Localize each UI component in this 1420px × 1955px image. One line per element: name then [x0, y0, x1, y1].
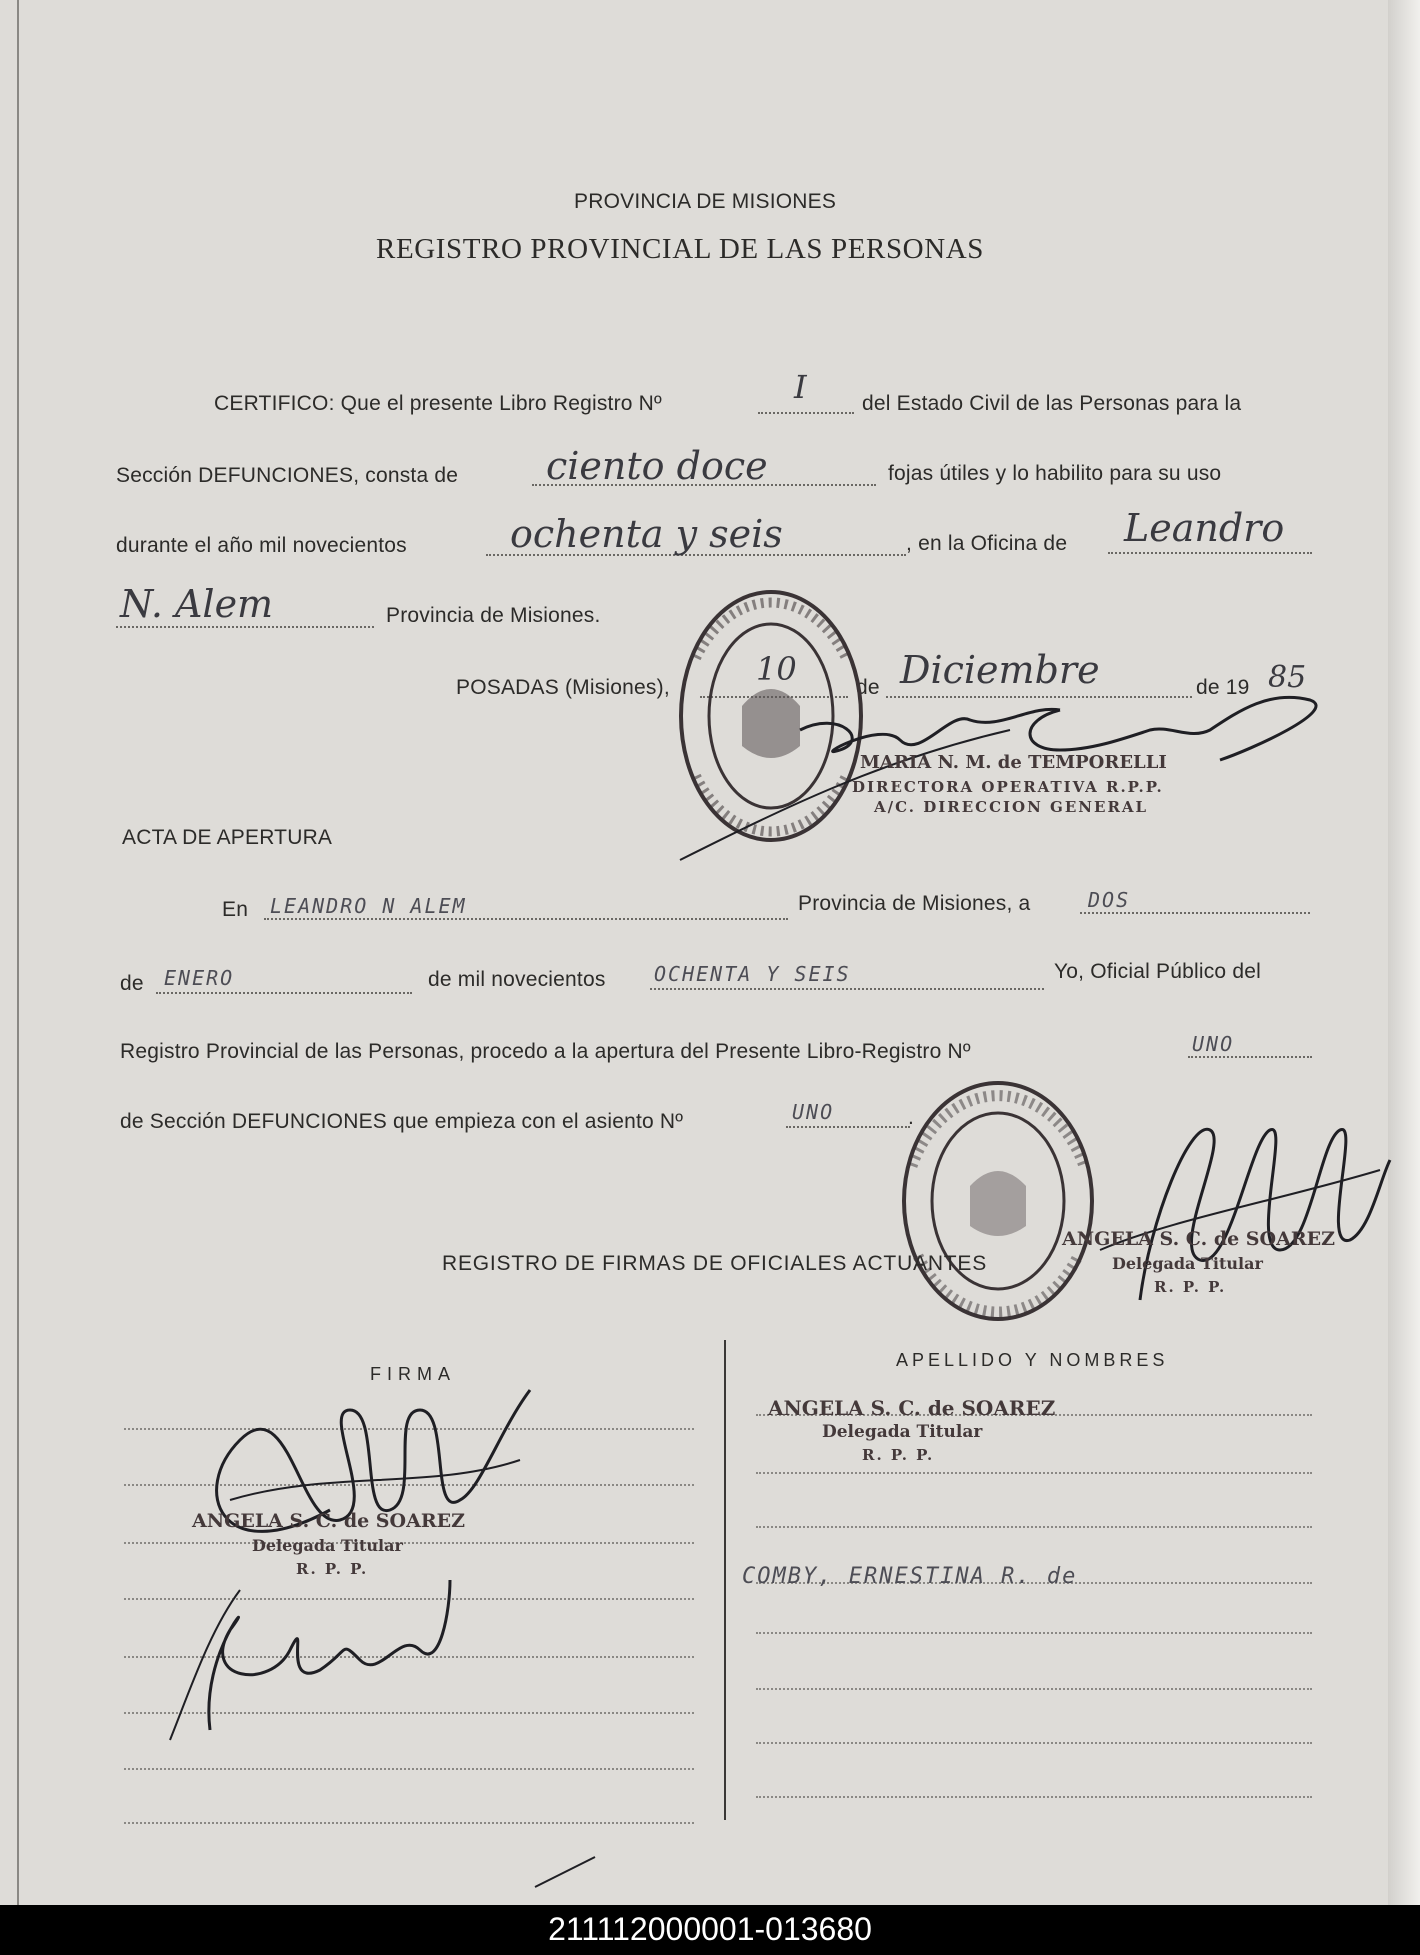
document-id: 211112000001-013680	[548, 1911, 872, 1947]
firma-stamp-title: Delegada Titular	[252, 1536, 403, 1555]
acta-mil: de mil novecientos	[428, 968, 606, 991]
year-suffix-handwritten: 85	[1268, 660, 1307, 695]
binding-edge	[17, 0, 19, 1905]
acta-line4: de Sección DEFUNCIONES que empieza con el asiento Nº	[120, 1110, 684, 1133]
delegate-org-stamp: R. P. P.	[1154, 1278, 1227, 1296]
names-line	[756, 1472, 1312, 1474]
acta-en: En	[222, 898, 249, 921]
book-number-line	[758, 412, 854, 414]
director-dept-stamp: A/C. DIRECCION GENERAL	[874, 798, 1149, 816]
acta-yo: Yo, Oficial Público del	[1054, 960, 1261, 983]
official-seal-delegation	[898, 1076, 1098, 1326]
director-name-stamp: MARIA N. M. de TEMPORELLI	[860, 752, 1167, 773]
acta-line3: Registro Provincial de las Personas, procedo a la apertura del Presente Libro-Registro Nº	[120, 1040, 971, 1063]
col-names-heading: APELLIDO Y NOMBRES	[896, 1350, 1169, 1370]
names-line	[756, 1796, 1312, 1798]
delegate-title-stamp: Delegada Titular	[1112, 1254, 1263, 1273]
acta-month-handwritten: ENERO	[164, 966, 235, 990]
acta-title: ACTA DE APERTURA	[122, 826, 333, 849]
office-line	[1108, 552, 1312, 554]
date-de: de	[856, 676, 880, 699]
year-words-handwritten: ochenta y seis	[510, 512, 783, 556]
firma-stamp-org: R. P. P.	[296, 1560, 369, 1578]
office-continued-line	[116, 626, 374, 628]
firma-signature-2	[150, 1570, 470, 1740]
acta-city-line	[264, 918, 788, 920]
book-number-handwritten: I	[794, 368, 807, 406]
acta-book-handwritten: UNO	[1192, 1032, 1235, 1056]
cert-line2-a: Sección DEFUNCIONES, consta de	[116, 464, 459, 487]
names-entry-2: COMBY, ERNESTINA R. de	[742, 1564, 1078, 1589]
acta-entry-handwritten: UNO	[792, 1100, 835, 1124]
acta-de: de	[120, 972, 144, 995]
office-handwritten-1: Leandro	[1124, 506, 1285, 550]
cert-line1-a: CERTIFICO: Que el presente Libro Registro Nº	[214, 392, 662, 415]
cert-line3-b: , en la Oficina de	[906, 532, 1068, 555]
delegate-name-stamp: ANGELA S. C. de SOAREZ	[1062, 1228, 1335, 1250]
cert-line1-b: del Estado Civil de las Personas para la	[862, 392, 1242, 415]
year-label: de 19	[1196, 676, 1250, 699]
col-firma-heading: FIRMA	[370, 1364, 456, 1384]
acta-day-handwritten: DOS	[1088, 888, 1131, 912]
names-entry-1-name: ANGELA S. C. de SOAREZ	[768, 1396, 1056, 1420]
folios-handwritten: ciento doce	[546, 444, 768, 488]
day-handwritten: 10	[756, 650, 797, 688]
cert-line4-b: Provincia de Misiones.	[386, 604, 601, 627]
names-entry-1-org: R. P. P.	[862, 1446, 935, 1464]
month-handwritten: Diciembre	[900, 648, 1100, 692]
names-line	[756, 1742, 1312, 1744]
director-title-stamp: DIRECTORA OPERATIVA R.P.P.	[852, 778, 1164, 796]
names-line	[756, 1632, 1312, 1634]
names-entry-1-title: Delegada Titular	[822, 1422, 983, 1442]
firma-stamp-name: ANGELA S. C. de SOAREZ	[192, 1510, 465, 1532]
names-line	[756, 1526, 1312, 1528]
acta-day-line	[1080, 912, 1310, 914]
acta-period: .	[908, 1106, 915, 1129]
document-id-bar	[0, 1905, 1420, 1955]
acta-year-line	[650, 988, 1044, 990]
acta-entry-line	[786, 1126, 910, 1128]
table-divider	[724, 1340, 726, 1820]
cert-line3-a: durante el año mil novecientos	[116, 534, 407, 557]
province-heading: PROVINCIA DE MISIONES	[574, 190, 837, 213]
acta-year-handwritten: OCHENTA Y SEIS	[654, 962, 851, 986]
delegate-signature-upper	[1080, 1100, 1400, 1310]
place-label: POSADAS (Misiones),	[456, 676, 670, 699]
firma-line	[124, 1822, 694, 1824]
office-handwritten-2: N. Alem	[120, 582, 274, 626]
acta-province: Provincia de Misiones, a	[798, 892, 1031, 915]
registry-heading: REGISTRO PROVINCIAL DE LAS PERSONAS	[376, 233, 985, 265]
names-line	[756, 1688, 1312, 1690]
acta-city-handwritten: LEANDRO N ALEM	[270, 894, 467, 918]
acta-month-line	[156, 992, 412, 994]
acta-book-line	[1188, 1056, 1312, 1058]
page-edge	[1388, 0, 1420, 1905]
cert-line2-b: fojas útiles y lo habilito para su uso	[888, 462, 1222, 485]
firma-line	[124, 1768, 694, 1770]
pen-mark	[530, 1852, 600, 1892]
signatures-title: REGISTRO DE FIRMAS DE OFICIALES ACTUANTES	[442, 1252, 988, 1275]
